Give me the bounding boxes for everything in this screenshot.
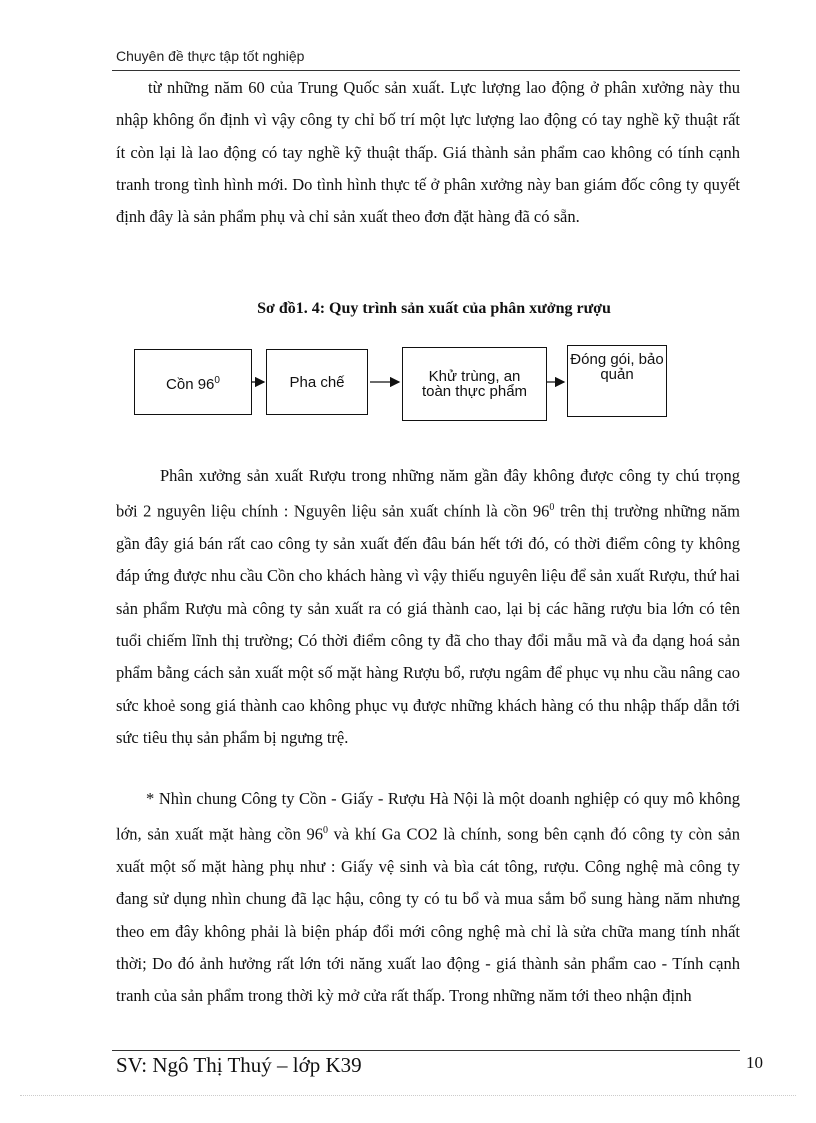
paragraph-2-sup: 0 (549, 502, 555, 514)
page-number: 10 (746, 1053, 763, 1072)
footer-divider (112, 1050, 740, 1051)
header-divider (112, 70, 740, 71)
page-bottom-dotted-line (20, 1095, 796, 1096)
diagram-caption: Sơ đồ1. 4: Quy trình sản xuất của phân xưởng rượu (257, 300, 611, 317)
paragraph-3 (116, 783, 740, 1013)
paragraph-2-part-a: Phân xưởng sản xuất Rượu trong những năm gần đây không được công ty chú trọng bởi 2 nguyên liệu chính : Nguyên liệu sản xuất chính là cồn 96 (116, 466, 740, 521)
page-header: Chuyên đề thực tập tốt nghiệp (116, 48, 305, 64)
flow-step-4 (567, 345, 667, 417)
paragraph-3-part-b: và khí Ga CO2 là chính, song bên cạnh đó công ty còn sản xuất một số mặt hàng phụ như : Giấy vệ sinh và bìa cát tông, rượu. Công nghệ mà công ty đang sử dụng nhìn chung đã lạc hậu, công ty có tu bổ và mua sắm bổ sung hàng năm nhưng theo em đây không phải là biện pháp đổi mới công nghệ mà chỉ là sửa chữa mang tính nhất thời; Do đó ảnh hưởng rất lớn tới năng xuất lao động - giá thành sản phẩm cao - Tính cạnh tranh của sản phẩm trong thời kỳ mở cửa rất thấp. Trong những năm tới theo nhận định (116, 824, 740, 1006)
flow-step-4-label: Đóng gói, bảo quản (570, 351, 664, 383)
flow-step-1-sup: 0 (214, 374, 220, 386)
flow-step-3 (402, 347, 547, 421)
flow-step-1 (134, 349, 252, 415)
flow-step-1-label: Cồn 96 (166, 375, 215, 393)
footer-author: SV: Ngô Thị Thuý – lớp K39 (116, 1053, 362, 1077)
paragraph-2-part-b: trên thị trường những năm gần đây giá bán rất cao công ty sản xuất đến đâu bán hết tới đó, có thời điểm công ty không đáp ứng được nhu cầu Cồn cho khách hàng vì vậy thiếu nguyên liệu để sản xuất Rượu, thứ hai sản phẩm Rượu mà công ty sản xuất ra có giá thành cao, lại bị các hãng rượu bia lớn có tên tuổi chiếm lĩnh thị trường; Có thời điểm công ty đã cho thay đổi mẫu mã và đa dạng hoá sản phẩm bằng cách sản xuất một số mặt hàng Rượu bổ, rượu ngâm để phục vụ nhu cầu nâng cao sức khoẻ song giá thành cao không phục vụ được những khách hàng có thu nhập thấp dẫn tới sức tiêu thụ sản phẩm bị ngưng trệ. (116, 501, 740, 747)
paragraph-3-sup: 0 (323, 825, 329, 837)
paragraph-1: từ những năm 60 của Trung Quốc sản xuất. Lực lượng lao động ở phân xưởng này thu nhập không ổn định vì vậy công ty chỉ bố trí một lực lượng lao động có tay nghề kỹ thuật rất ít còn lại là lao động có tay nghề kỹ thuật thấp. Giá thành sản phẩm cao không có tính cạnh tranh trong tình hình mới. Do tình hình thực tế ở phân xưởng này ban giám đốc công ty quyết định đây là sản phẩm phụ và chỉ sản xuất theo đơn đặt hàng đã có sẵn. (116, 78, 740, 227)
flow-step-3-label: Khử trùng, an toàn thực phẩm (421, 368, 528, 400)
flow-step-2-label: Pha chế (289, 373, 345, 391)
paragraph-3-part-a: * Nhìn chung Công ty Cồn - Giấy - Rượu Hà Nội là một doanh nghiệp có quy mô không lớn, sản xuất mặt hàng cồn 96 (116, 789, 740, 844)
flow-step-2 (266, 349, 368, 415)
paragraph-2 (116, 460, 740, 754)
